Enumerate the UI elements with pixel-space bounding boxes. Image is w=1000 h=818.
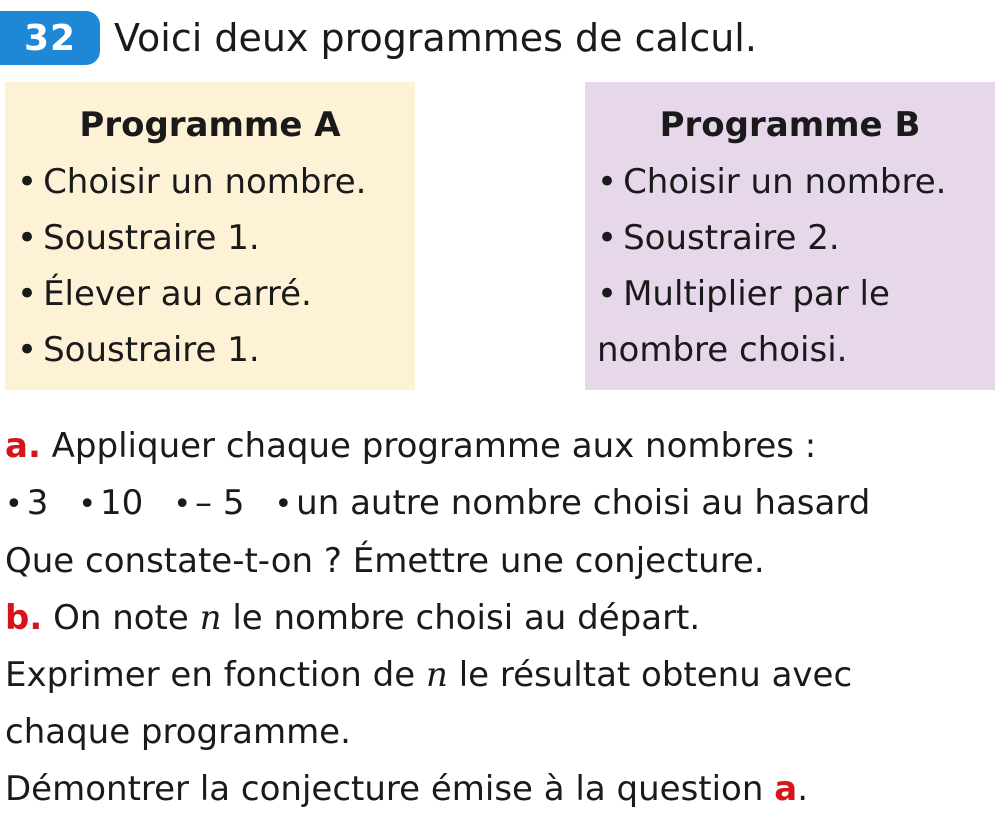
values-list [5, 475, 1000, 533]
question-a-reference: a [774, 769, 798, 809]
bullet-icon: • [173, 487, 192, 522]
bullet-icon: • [5, 487, 23, 522]
question-a-text: Appliquer chaque programme aux nombres : [51, 426, 817, 466]
program-a-step-4: • Soustraire 1. [17, 330, 260, 370]
value-item-1: • 3 [5, 483, 49, 523]
bullet-icon: • [597, 218, 618, 258]
value-item-4: • un autre nombre choisi au hasard [274, 483, 871, 523]
bullet-icon: • [17, 162, 38, 202]
program-a-box [5, 82, 415, 390]
value-item-2: • 10 [78, 483, 144, 523]
variable-n: n [199, 598, 222, 638]
variable-n: n [425, 655, 448, 695]
value-item-3: • – 5 [173, 483, 245, 523]
question-b-line-2: Exprimer en fonction de n le résultat obtenu avec [5, 655, 853, 695]
program-b-title: Programme B [659, 105, 921, 145]
bullet-icon: • [17, 330, 38, 370]
question-a-label: a. [5, 426, 41, 466]
program-b-step-3: • Multiplier par le nombre choisi. [597, 274, 890, 370]
bullet-icon: • [17, 218, 38, 258]
question-a-followup: Que constate-t-on ? Émettre une conjecture. [5, 541, 765, 581]
bullet-icon: • [274, 487, 293, 522]
question-b-line-1: b. On note n le nombre choisi au départ. [5, 598, 701, 638]
exercise-title: Voici deux programmes de calcul. [114, 16, 757, 60]
exercise-number-badge: 32 [0, 11, 100, 65]
question-a-line [5, 418, 1000, 475]
program-a-step-3: • Élever au carré. [17, 274, 312, 314]
program-b-step-2: • Soustraire 2. [597, 218, 840, 258]
bullet-icon: • [597, 274, 618, 314]
bullet-icon: • [78, 487, 97, 522]
question-b-line-4: Démontrer la conjecture émise à la question a. [5, 769, 808, 809]
bullet-icon: • [17, 274, 38, 314]
bullet-icon: • [597, 162, 618, 202]
exercise-header [0, 8, 757, 68]
program-a-step-1: • Choisir un nombre. [17, 162, 367, 202]
program-a-step-2: • Soustraire 1. [17, 218, 260, 258]
question-b-line-3: chaque programme. [5, 712, 351, 752]
program-b-step-1: • Choisir un nombre. [597, 162, 947, 202]
program-a-title: Programme A [79, 105, 341, 145]
question-b-label: b. [5, 598, 43, 638]
program-b-box [585, 82, 995, 390]
questions-section [5, 418, 1000, 818]
